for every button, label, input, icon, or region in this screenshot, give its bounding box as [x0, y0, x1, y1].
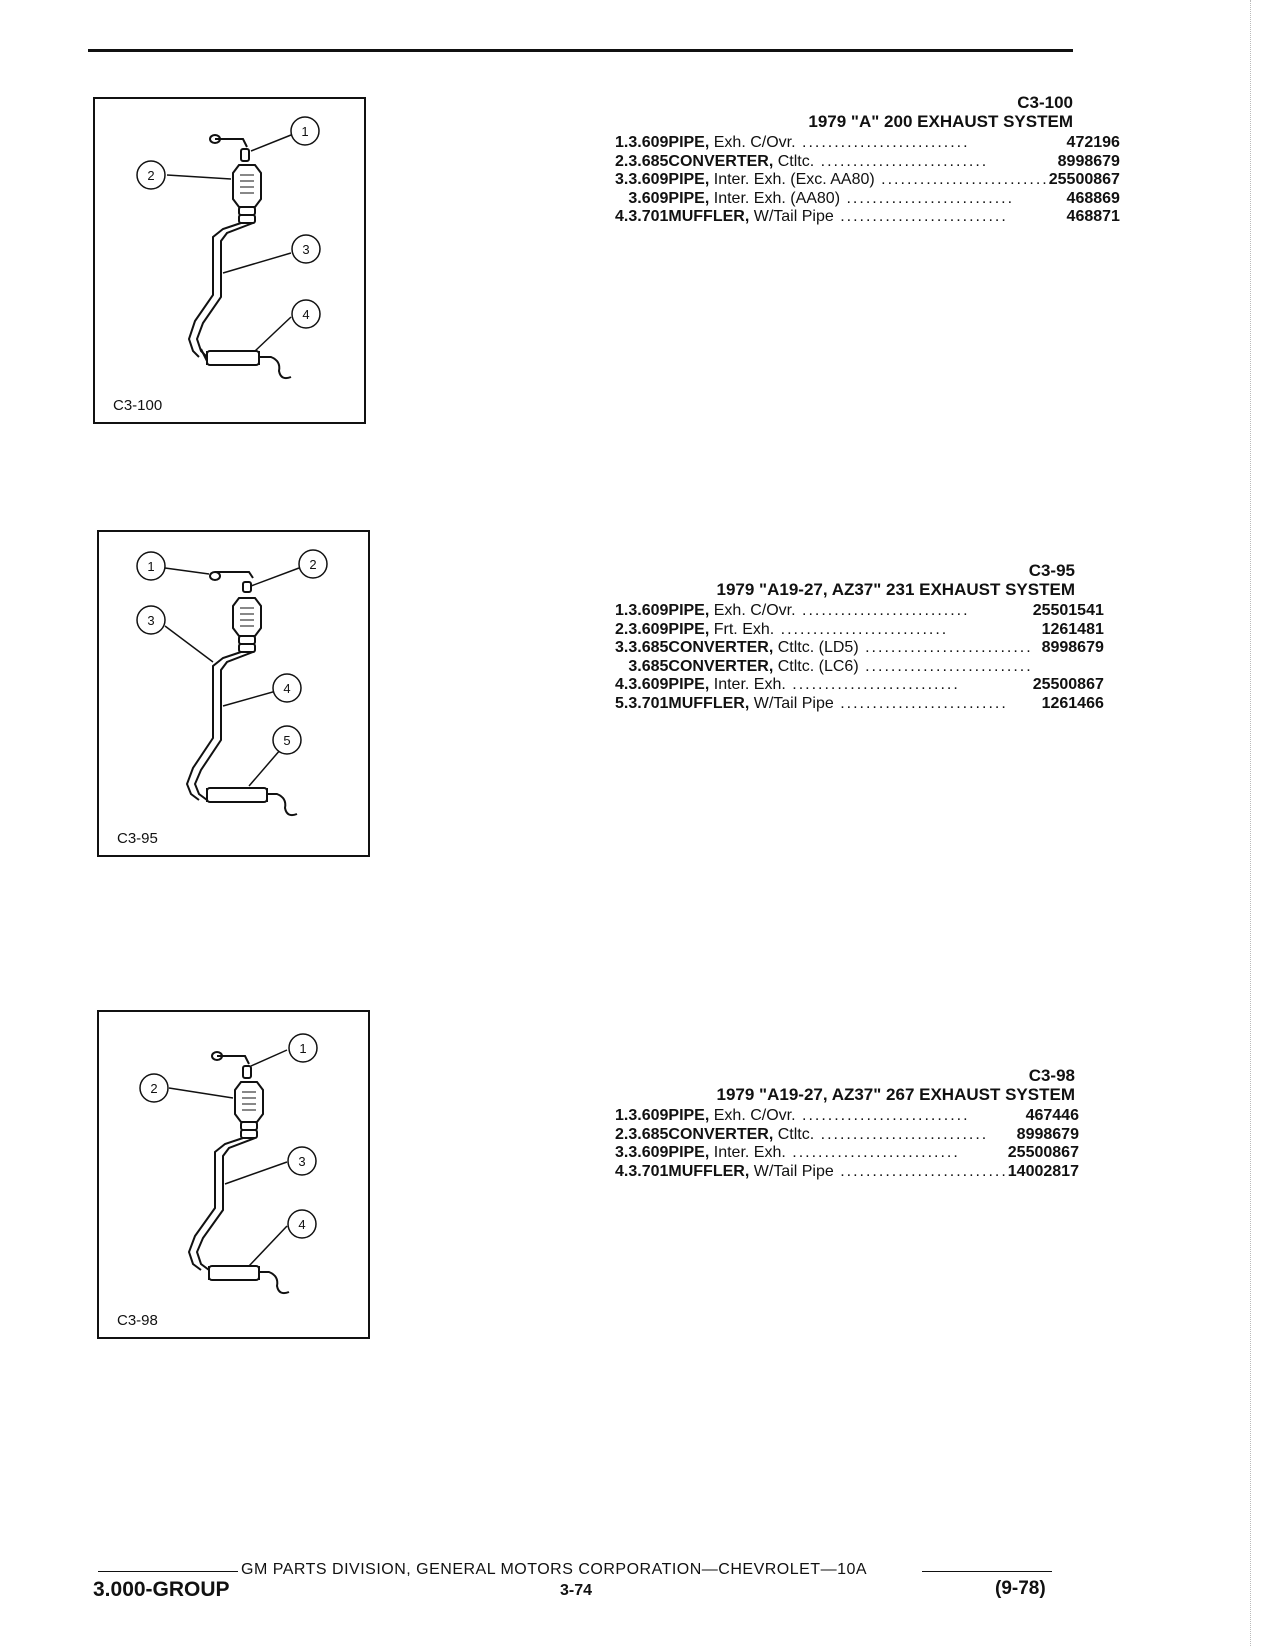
part-name: CONVERTER, — [668, 657, 774, 675]
group-number: 3.609 — [628, 676, 669, 693]
group-number: 3.609 — [628, 1107, 669, 1124]
page-edge — [1250, 0, 1252, 1646]
figure-c3-98 — [97, 1010, 370, 1339]
callout-4: 4 — [298, 1217, 306, 1232]
part-name: MUFFLER, — [668, 208, 750, 225]
group-number: 3.701 — [628, 1162, 669, 1180]
leader-dots: .......................... — [795, 602, 970, 619]
part-detail: Ctltc. (LC6) — [777, 657, 859, 675]
part-detail: Ctltc. — [777, 1125, 815, 1143]
part-name: PIPE, — [668, 676, 710, 693]
section-code: C3-98 — [1028, 1066, 1075, 1085]
muffler — [207, 351, 259, 365]
section-code: C3-95 — [1028, 561, 1075, 580]
group-number: 3.609 — [628, 1144, 669, 1161]
part-description — [668, 1163, 1007, 1182]
section-title: 1979 "A19-27, AZ37" 231 EXHAUST SYSTEM — [716, 580, 1075, 599]
part-description — [668, 621, 1032, 640]
tail-pipe — [259, 357, 291, 378]
parts-row — [615, 695, 1104, 714]
part-name: PIPE, — [668, 620, 710, 638]
part-description — [668, 208, 1048, 227]
parts-row — [615, 171, 1120, 190]
figure-c3-95 — [97, 530, 370, 857]
part-name: PIPE, — [668, 189, 710, 207]
leader-dots: .......................... — [785, 676, 960, 693]
section-code: C3-100 — [1017, 93, 1073, 112]
callout-2: 2 — [309, 557, 317, 572]
item-number — [615, 190, 628, 209]
callout-1: 1 — [301, 124, 309, 139]
footer-rule-left — [98, 1571, 238, 1572]
part-detail: Frt. Exh. — [713, 620, 775, 638]
parts-row — [615, 658, 1104, 677]
part-detail: Ctltc. — [777, 152, 815, 170]
footer-date: (9-78) — [995, 1578, 1046, 1599]
part-number: 25501541 — [1032, 602, 1104, 619]
parts-table — [615, 1107, 1079, 1181]
leader-dots: .......................... — [795, 134, 970, 151]
footer-group: 3.000-GROUP — [93, 1578, 230, 1601]
callout-3: 3 — [147, 613, 155, 628]
part-description — [668, 171, 1048, 190]
group-number: 3.685 — [628, 152, 669, 170]
callout-2: 2 — [150, 1081, 158, 1096]
part-description — [668, 190, 1048, 209]
group-number: 3.701 — [628, 694, 669, 712]
leader-dots: .......................... — [840, 189, 1015, 207]
callout-4: 4 — [283, 681, 291, 696]
part-number: 1261481 — [1041, 620, 1104, 638]
part-number: 472196 — [1066, 134, 1120, 151]
part-detail: Inter. Exh. (AA80) — [713, 189, 841, 207]
group-number: 3.685 — [628, 639, 669, 656]
item-number: 1. — [615, 602, 629, 619]
parts-section-c3-95 — [615, 561, 1104, 713]
top-rule — [88, 49, 1073, 52]
parts-row — [615, 639, 1104, 658]
parts-table — [615, 134, 1120, 227]
part-number: 468871 — [1066, 208, 1120, 225]
group-number: 3.701 — [628, 208, 669, 225]
leader-dots: .......................... — [858, 657, 1033, 675]
item-number: 2. — [615, 152, 629, 170]
part-detail: Inter. Exh. — [713, 1144, 786, 1161]
group-number: 3.685 — [628, 1125, 669, 1143]
part-description — [668, 1126, 1007, 1145]
converter — [235, 1082, 263, 1122]
parts-row — [615, 602, 1104, 621]
group-number: 3.609 — [628, 134, 669, 151]
exhaust-diagram-c3-98 — [99, 1012, 368, 1337]
part-detail: Inter. Exh. — [713, 676, 786, 693]
intermediate-pipe — [187, 652, 241, 800]
callout-5: 5 — [283, 733, 291, 748]
part-detail: W/Tail Pipe — [753, 1162, 834, 1180]
parts-row — [615, 1107, 1079, 1126]
part-number: 1261466 — [1041, 694, 1104, 712]
leader-dots: .......................... — [858, 639, 1033, 656]
callout-3: 3 — [298, 1154, 306, 1169]
part-description — [668, 676, 1032, 695]
group-number: 3.685 — [628, 657, 669, 675]
item-number: 3. — [615, 171, 629, 188]
parts-section-c3-98 — [615, 1066, 1079, 1181]
exhaust-diagram-c3-95 — [99, 532, 368, 855]
parts-section-c3-100 — [615, 93, 1120, 227]
item-number — [615, 658, 628, 677]
part-number: 25500867 — [1048, 171, 1120, 188]
group-number: 3.609 — [628, 189, 669, 207]
part-name: CONVERTER, — [668, 152, 774, 170]
item-number: 4. — [615, 676, 629, 693]
item-number: 4. — [615, 208, 629, 225]
group-number: 3.609 — [628, 602, 669, 619]
part-number: 14002817 — [1007, 1162, 1079, 1180]
part-description — [668, 1144, 1007, 1163]
part-detail: Exh. C/Ovr. — [713, 602, 796, 619]
leader-dots: .......................... — [774, 620, 949, 638]
item-number: 1. — [615, 134, 629, 151]
parts-row — [615, 621, 1104, 640]
figure-label: C3-95 — [117, 830, 158, 847]
part-detail: Exh. C/Ovr. — [713, 1107, 796, 1124]
item-number: 5. — [615, 694, 629, 712]
muffler — [207, 788, 267, 802]
item-number: 2. — [615, 1125, 629, 1143]
part-name: MUFFLER, — [668, 1162, 750, 1180]
figure-label: C3-98 — [117, 1312, 158, 1329]
part-number: 468869 — [1066, 189, 1120, 207]
parts-row — [615, 134, 1120, 153]
part-description — [668, 695, 1032, 714]
part-name: PIPE, — [668, 602, 710, 619]
part-detail: W/Tail Pipe — [753, 694, 834, 712]
part-name: CONVERTER, — [668, 639, 774, 656]
group-number: 3.609 — [628, 620, 669, 638]
tail-pipe — [267, 794, 297, 815]
footer-page-number: 3-74 — [560, 1582, 593, 1599]
callout-2: 2 — [147, 168, 155, 183]
part-description — [668, 1107, 1007, 1126]
parts-row — [615, 208, 1120, 227]
parts-row — [615, 1163, 1079, 1182]
exhaust-diagram-c3-100 — [95, 99, 364, 422]
section-title: 1979 "A19-27, AZ37" 267 EXHAUST SYSTEM — [716, 1085, 1075, 1104]
leader-dots: .......................... — [795, 1107, 970, 1124]
part-number: 8998679 — [1057, 152, 1120, 170]
part-description — [668, 134, 1048, 153]
converter — [233, 165, 261, 207]
parts-row — [615, 1144, 1079, 1163]
parts-row — [615, 153, 1120, 172]
part-detail: Ctltc. (LD5) — [777, 639, 859, 656]
part-number: 8998679 — [1016, 1125, 1079, 1143]
leader-dots: .......................... — [833, 1162, 1008, 1180]
part-name: PIPE, — [668, 171, 710, 188]
part-name: PIPE, — [668, 134, 710, 151]
leader-dots: .......................... — [833, 208, 1008, 225]
part-description — [668, 602, 1032, 621]
callout-1: 1 — [299, 1041, 307, 1056]
figure-c3-100 — [93, 97, 366, 424]
item-number: 4. — [615, 1162, 629, 1180]
item-number: 1. — [615, 1107, 629, 1124]
leader-dots: .......................... — [814, 1125, 989, 1143]
tail-pipe — [259, 1272, 289, 1293]
part-number: 25500867 — [1007, 1144, 1079, 1161]
part-detail: Exh. C/Ovr. — [713, 134, 796, 151]
converter — [233, 598, 261, 636]
parts-row — [615, 190, 1120, 209]
part-number: 25500867 — [1032, 676, 1104, 693]
callout-4: 4 — [302, 307, 310, 322]
item-number: 2. — [615, 620, 629, 638]
leader-dots: .......................... — [814, 152, 989, 170]
item-number: 3. — [615, 639, 629, 656]
muffler — [209, 1266, 259, 1280]
item-number: 3. — [615, 1144, 629, 1161]
part-number: 467446 — [1025, 1107, 1079, 1124]
figure-label: C3-100 — [113, 397, 163, 414]
part-number — [1033, 658, 1104, 677]
section-title: 1979 "A" 200 EXHAUST SYSTEM — [808, 112, 1073, 131]
footer-rule-right — [922, 1571, 1052, 1572]
footer-publisher-line: GM PARTS DIVISION, GENERAL MOTORS CORPORATION—CHEVROLET—10A — [241, 1561, 868, 1578]
parts-table — [615, 602, 1104, 713]
parts-row — [615, 676, 1104, 695]
part-number: 8998679 — [1041, 639, 1104, 656]
part-name: PIPE, — [668, 1107, 710, 1124]
group-number: 3.609 — [628, 171, 669, 188]
part-description — [668, 639, 1032, 658]
leader-dots: .......................... — [874, 171, 1049, 188]
part-name: CONVERTER, — [668, 1125, 774, 1143]
leader-dots: .......................... — [833, 694, 1008, 712]
part-name: PIPE, — [668, 1144, 710, 1161]
part-detail: W/Tail Pipe — [753, 208, 834, 225]
part-detail: Inter. Exh. (Exc. AA80) — [713, 171, 875, 188]
part-description — [668, 153, 1048, 172]
part-description — [668, 658, 1032, 677]
parts-row — [615, 1126, 1079, 1145]
leader-dots: .......................... — [785, 1144, 960, 1161]
part-name: MUFFLER, — [668, 694, 750, 712]
callout-1: 1 — [147, 559, 155, 574]
callout-3: 3 — [302, 242, 310, 257]
